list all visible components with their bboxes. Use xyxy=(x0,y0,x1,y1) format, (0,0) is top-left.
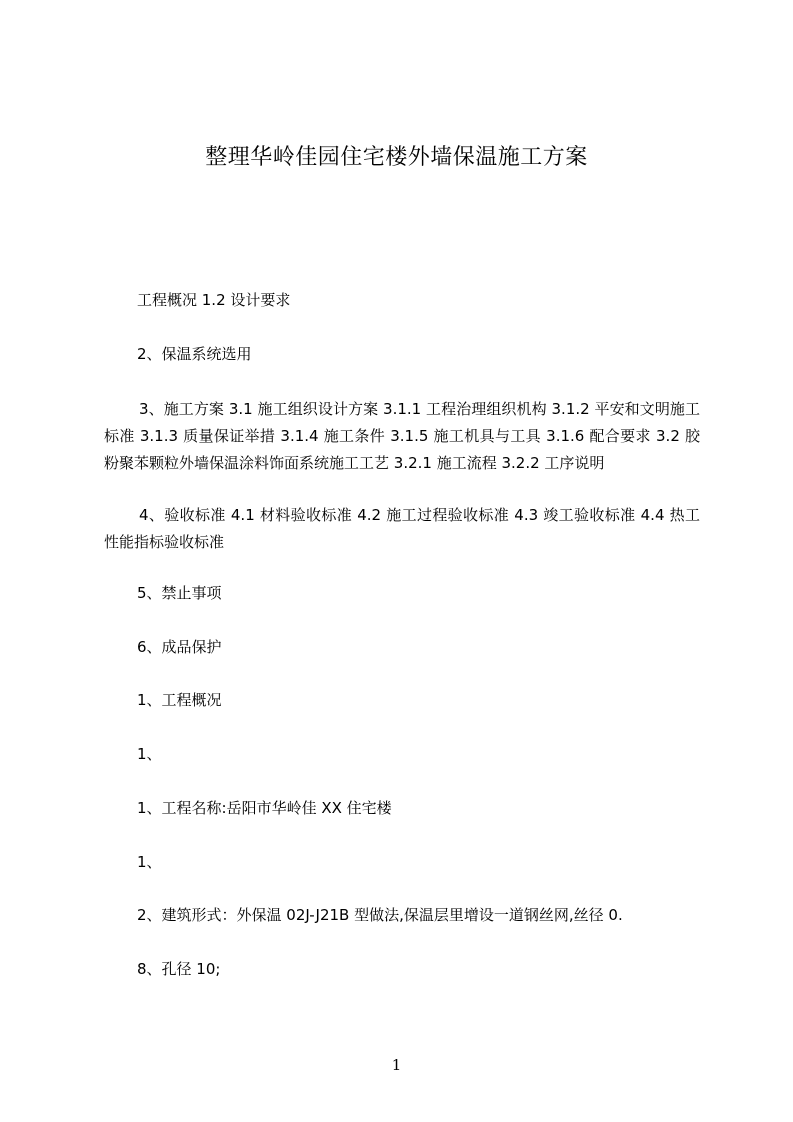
paragraph-item-1b: 1、 xyxy=(137,853,162,871)
paragraph-insulation-system: 2、保温系统选用 xyxy=(137,345,252,363)
paragraph-building-form: 2、建筑形式：外保温 02J-J21B 型做法,保温层里增设一道钢丝网,丝径 0. xyxy=(137,906,623,924)
page-number: 1 xyxy=(391,1056,402,1074)
paragraph-product-protection: 6、成品保护 xyxy=(137,638,222,656)
document-title: 整理华岭佳园住宅楼外墙保温施工方案 xyxy=(205,145,588,170)
paragraph-aperture: 8、孔径 10; xyxy=(137,960,221,978)
paragraph-item-1a: 1、 xyxy=(137,745,162,763)
paragraph-project-overview: 1、工程概况 xyxy=(137,691,222,709)
paragraph-project-name: 1、工程名称:岳阳市华岭佳 XX 住宅楼 xyxy=(137,799,392,817)
paragraph-overview-design: 工程概况 1.2 设计要求 xyxy=(137,291,291,309)
paragraph-construction-plan: 3、施工方案 3.1 施工组织设计方案 3.1.1 工程治理组织机构 3.1.2 平安和文明施工标准 3.1.3 质量保证举措 3.1.4 施工条件 3.1.5 施工机具与工具 3.1.6 配合要求 3.2 胶粉聚苯颗粒外墙保温涂料饰面系统施工工艺 3.2.1 施工流程 3.2.2 工序说明 xyxy=(104,400,700,472)
paragraph-prohibited-items: 5、禁止事项 xyxy=(137,584,222,602)
paragraph-acceptance-standards: 4、验收标准 4.1 材料验收标准 4.2 施工过程验收标准 4.3 竣工验收标准 4.4 热工性能指标验收标准 xyxy=(104,506,700,551)
